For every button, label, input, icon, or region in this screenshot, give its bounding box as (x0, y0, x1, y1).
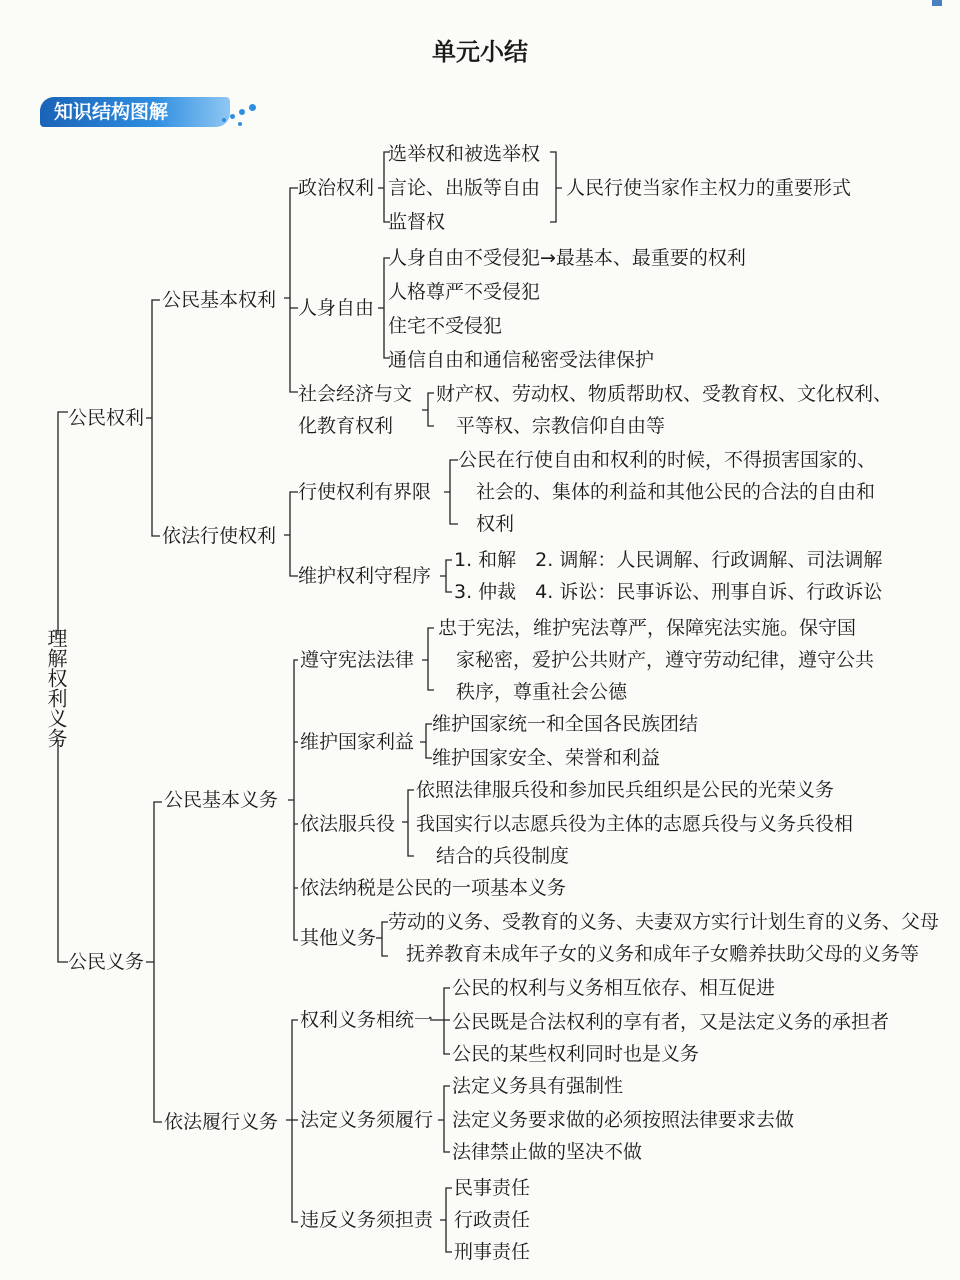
obey-law-detail: 家秘密，爱护公共财产，遵守劳动纪律，遵守公共 (456, 649, 875, 671)
liability-item: 刑事责任 (454, 1241, 531, 1263)
personal-item: 人身自由不受侵犯→最基本、最重要的权利 (388, 247, 746, 269)
other-duties-node: 其他义务 (300, 927, 377, 949)
violation-node: 违反义务须担责 (300, 1209, 434, 1231)
procedure-detail: 3. 仲裁 4. 诉讼：民事诉讼、刑事自诉、行政诉讼 (454, 581, 883, 603)
political-note: 人民行使当家作主权力的重要形式 (566, 177, 852, 199)
military-item: 我国实行以志愿兵役为主体的志愿兵役与义务兵役相 (416, 813, 854, 835)
obey-law-detail: 秩序，尊重社会公德 (456, 681, 628, 703)
liability-item: 民事责任 (454, 1177, 531, 1199)
rights-node: 公民权利 (68, 407, 145, 429)
unity-node: 权利义务相统一 (300, 1009, 434, 1031)
procedure-node: 维护权利守程序 (298, 565, 432, 587)
basic-rights-node: 公民基本权利 (162, 289, 277, 311)
limit-detail: 公民在行使自由和权利的时候，不得损害国家的、 (458, 449, 877, 471)
duties-node: 公民义务 (68, 951, 145, 973)
socio-rights-node-line1: 社会经济与文 (298, 383, 413, 405)
tax-node: 依法纳税是公民的一项基本义务 (300, 877, 567, 899)
obey-law-detail: 忠于宪法，维护宪法尊严，保障宪法实施。保守国 (438, 617, 857, 639)
political-rights-node: 政治权利 (298, 177, 375, 199)
page-title: 单元小结 (432, 38, 528, 66)
political-item: 言论、出版等自由 (388, 177, 541, 199)
national-interest-node: 维护国家利益 (300, 731, 415, 753)
military-item: 依照法律服兵役和参加民兵组织是公民的光荣义务 (416, 779, 835, 801)
procedure-detail: 1. 和解 2. 调解：人民调解、行政调解、司法调解 (454, 549, 883, 571)
legal-item: 法律禁止做的坚决不做 (452, 1141, 643, 1163)
socio-rights-detail: 财产权、劳动权、物质帮助权、受教育权、文化权利、 (436, 383, 893, 405)
limit-node: 行使权利有界限 (298, 481, 432, 503)
unity-item: 公民既是合法权利的享有者，又是法定义务的承担者 (452, 1011, 890, 1033)
section-banner: 知识结构图解 (40, 97, 230, 127)
root-node: 理解权利义务 (44, 628, 68, 748)
political-item: 选举权和被选举权 (388, 143, 541, 165)
legal-item: 法定义务具有强制性 (452, 1075, 624, 1097)
personal-freedom-node: 人身自由 (298, 297, 375, 319)
perform-duties-node: 依法履行义务 (164, 1111, 279, 1133)
obey-law-node: 遵守宪法法律 (300, 649, 415, 671)
basic-duties-node: 公民基本义务 (164, 789, 279, 811)
political-item: 监督权 (388, 211, 446, 233)
unity-item: 公民的某些权利同时也是义务 (452, 1043, 700, 1065)
legal-item: 法定义务要求做的必须按照法律要求去做 (452, 1109, 795, 1131)
socio-rights-detail: 平等权、宗教信仰自由等 (456, 415, 666, 437)
national-item: 维护国家安全、荣誉和利益 (432, 747, 661, 769)
unity-item: 公民的权利与义务相互依存、相互促进 (452, 977, 776, 999)
other-duties-detail: 抚养教育未成年子女的义务和成年子女赡养扶助父母的义务等 (406, 943, 920, 965)
military-item: 结合的兵役制度 (436, 845, 570, 867)
legal-duty-node: 法定义务须履行 (300, 1109, 434, 1131)
limit-detail: 权利 (476, 513, 515, 535)
personal-item: 人格尊严不受侵犯 (388, 281, 541, 303)
national-item: 维护国家统一和全国各民族团结 (432, 713, 699, 735)
limit-detail: 社会的、集体的利益和其他公民的合法的自由和 (476, 481, 876, 503)
personal-item: 住宅不受侵犯 (388, 315, 503, 337)
socio-rights-node-line2: 化教育权利 (298, 415, 394, 437)
personal-item: 通信自由和通信秘密受法律保护 (388, 349, 655, 371)
military-service-node: 依法服兵役 (300, 813, 396, 835)
other-duties-detail: 劳动的义务、受教育的义务、夫妻双方实行计划生育的义务、父母 (388, 911, 940, 933)
exercise-rights-node: 依法行使权利 (162, 525, 277, 547)
liability-item: 行政责任 (454, 1209, 531, 1231)
